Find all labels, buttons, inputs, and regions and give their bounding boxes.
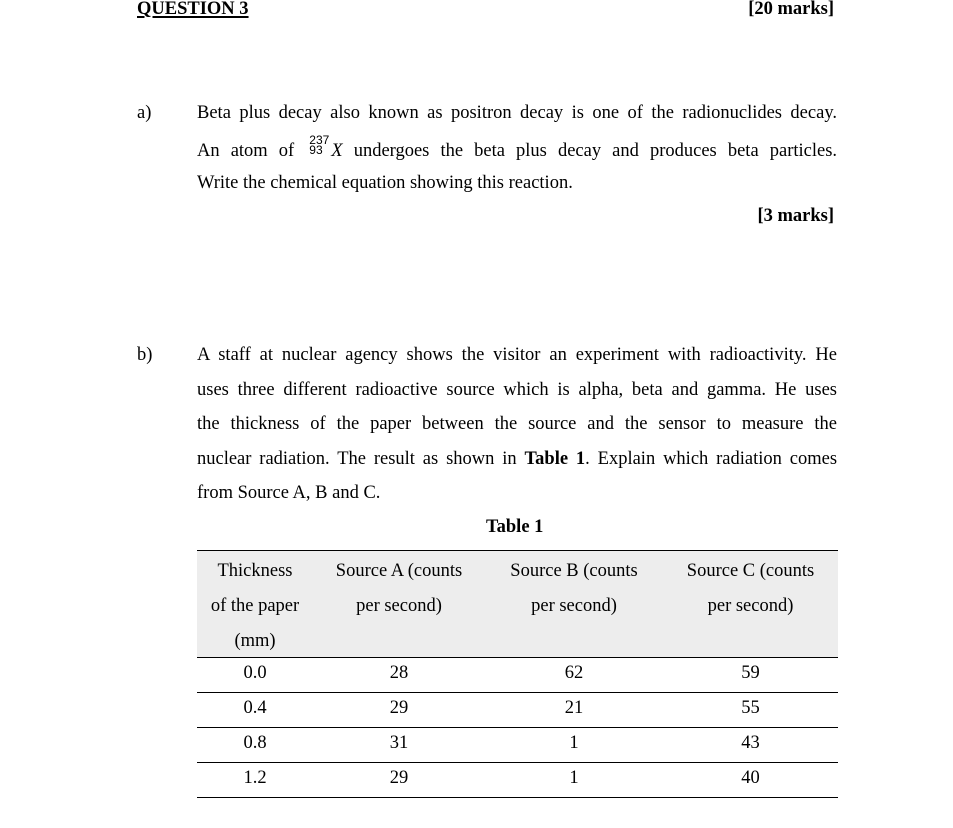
cell-source-b: 1 [569,733,579,753]
table-row [197,658,838,693]
header-source-b-line-2: per second) [531,596,617,616]
table-header-row [197,550,838,658]
table-row [197,728,838,763]
nuclide-mass-number: 237 [309,133,330,147]
cell-source-b: 21 [564,698,584,718]
nuclide-atomic-number: 93 [309,143,323,157]
header-thickness [197,554,313,659]
table-caption: Table 1 [486,517,544,537]
part-a-line-2-pre: An atom of [197,141,295,161]
cell-thickness: 0.4 [243,698,267,718]
cell-source-b: 1 [569,768,579,788]
part-b-line-2: uses three different radioactive source which is alpha, beta and gamma. He uses [197,380,837,400]
cell-source-a: 29 [389,768,409,788]
part-a-line-2 [197,133,838,162]
table-row [197,763,838,798]
cell-source-c: 55 [741,698,760,718]
part-a-line-1: Beta plus decay also known as positron decay is one of the radionuclides decay. [197,103,837,123]
cell-thickness: 0.0 [243,663,267,683]
header-source-b-line-1: Source B (counts [510,561,638,581]
header-source-c-line-1: Source C (counts [686,561,815,581]
cell-source-c: 59 [741,663,760,683]
table-row [197,693,838,728]
part-b-line-1: A staff at nuclear agency shows the visitor an experiment with radioactivity. He [197,345,837,365]
nuclide-notation [305,133,331,159]
header-source-c [663,554,838,624]
table-reference: Table 1 [524,449,586,469]
part-a-label: a) [137,103,152,123]
cell-source-a: 28 [389,663,409,683]
part-b-line-4 [197,449,837,470]
part-b-line-5: from Source A, B and C. [197,483,381,503]
cell-source-c: 40 [741,768,760,788]
part-b-line-4-pre: nuclear radiation. The result as shown in [197,449,517,469]
header-source-a [313,554,485,624]
cell-thickness: 0.8 [243,733,267,753]
part-b-label: b) [137,345,153,365]
header-source-c-line-2: per second) [707,596,794,616]
part-a-marks: [3 marks] [757,206,834,226]
header-source-a-line-1: Source A (counts [335,561,463,581]
header-thickness-line-2: of the paper [210,596,300,616]
part-b-line-4-post: . Explain which radiation comes [585,449,838,469]
data-table [197,550,838,798]
nuclide-symbol: X [331,141,343,161]
part-b-line-3: the thickness of the paper between the source and the sensor to measure the [197,414,837,434]
cell-source-b: 62 [564,663,584,683]
header-source-a-line-2: per second) [356,596,442,616]
header-source-b [485,554,663,624]
question-title: QUESTION 3 [137,0,249,19]
cell-thickness: 1.2 [243,768,267,788]
cell-source-c: 43 [741,733,760,753]
cell-source-a: 29 [389,698,409,718]
part-a-line-2-post: undergoes the beta plus decay and produces beta particles. [353,141,838,161]
header-thickness-line-3: (mm) [234,631,276,651]
cell-source-a: 31 [389,733,409,753]
question-marks: [20 marks] [748,0,834,19]
part-a-line-3: Write the chemical equation showing this reaction. [197,173,573,193]
header-thickness-line-1: Thickness [217,561,293,581]
